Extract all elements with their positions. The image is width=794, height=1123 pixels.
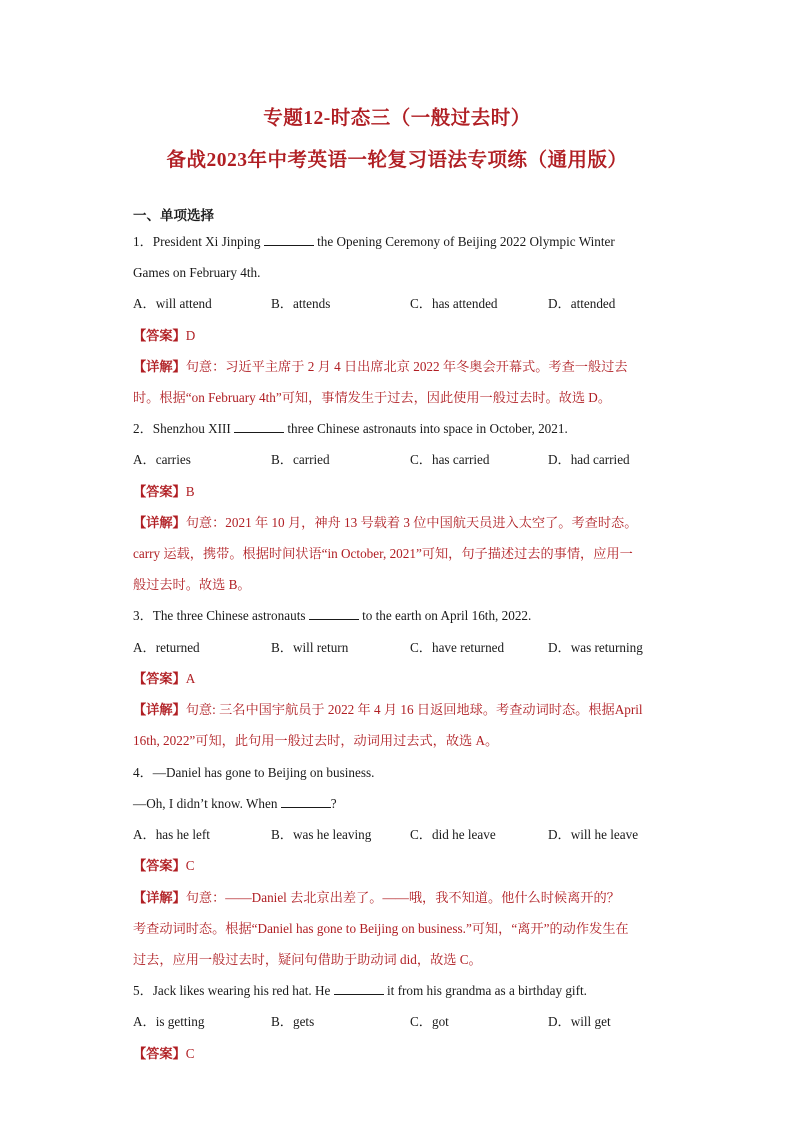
q3-stem-part-a: 3．The three Chinese astronauts <box>133 608 306 623</box>
option-b: B．was he leaving <box>271 827 372 842</box>
question-4-stem: 4．—Daniel has gone to Beijing on business. <box>133 765 375 780</box>
question-2-detail <box>133 514 673 532</box>
option-d: D．will get <box>548 1014 611 1029</box>
answer-tag: 【答案】 <box>133 858 186 873</box>
question-4-detail-cont: 考查动词时态。根据“Daniel has gone to Beijing on business.”可知，“离开”的动作发生在 <box>133 921 629 936</box>
question-4-detail-cont-2: 过去，应用一般过去时，疑问句借助于助动词 did，故选 C。 <box>133 952 482 967</box>
answer-tag: 【答案】 <box>133 671 186 686</box>
question-4-stem-cont <box>133 795 673 813</box>
option-c: C．has carried <box>410 452 490 467</box>
detail-text: 句意：——Daniel 去北京出差了。——哦，我不知道。他什么时候离开的？ <box>185 890 620 905</box>
answer-value: C <box>185 858 195 873</box>
question-1-stem-cont: Games on February 4th. <box>133 265 261 280</box>
option-d: D．was returning <box>548 640 643 655</box>
question-5-stem <box>133 982 673 1000</box>
question-1-detail-cont: 时。根据“on February 4th”可知，事情发生于过去，因此使用一般过去时。故选 D。 <box>133 390 612 405</box>
detail-tag: 【详解】 <box>133 359 186 374</box>
question-2-detail-cont: carry 运载，携带。根据时间状语“in October, 2021”可知，句子描述过去的事情，应用一 <box>133 546 633 561</box>
option-a: A．is getting <box>133 1014 205 1029</box>
q3-stem-part-b: to the earth on April 16th, 2022. <box>362 608 532 623</box>
option-c: C．have returned <box>410 640 505 655</box>
detail-tag: 【详解】 <box>133 702 186 717</box>
answer-blank <box>264 233 314 246</box>
option-c: C．got <box>410 1014 449 1029</box>
document-subtitle: 备战2023年中考英语一轮复习语法专项练（通用版） <box>166 150 628 171</box>
detail-tag: 【详解】 <box>133 515 186 530</box>
detail-text: 句意: 三名中国宇航员于 2022 年 4 月 16 日返回地球。考查动词时态。根据April <box>185 702 643 717</box>
option-d: D．had carried <box>548 452 630 467</box>
option-a: A．carries <box>133 452 191 467</box>
option-d: D．attended <box>548 296 616 311</box>
option-a: A．has he left <box>133 827 210 842</box>
option-c: C．did he leave <box>410 827 496 842</box>
option-a: A．will attend <box>133 296 212 311</box>
answer-blank <box>309 607 359 620</box>
q1-stem-part-a: 1．President Xi Jinping <box>133 234 261 249</box>
question-3-answer <box>133 670 673 688</box>
answer-tag: 【答案】 <box>133 1046 186 1061</box>
option-b: B．will return <box>271 640 349 655</box>
document-title: 专题12-时态三（一般过去时） <box>263 108 531 129</box>
answer-value: A <box>185 671 196 686</box>
question-5-answer <box>133 1045 673 1063</box>
question-4-answer <box>133 857 673 875</box>
question-2-detail-cont-2: 般过去时。故选 B。 <box>133 577 251 592</box>
question-2-stem <box>133 420 673 438</box>
detail-tag: 【详解】 <box>133 890 186 905</box>
option-d: D．will he leave <box>548 827 639 842</box>
option-b: B．carried <box>271 452 330 467</box>
question-2-answer <box>133 483 673 501</box>
answer-blank <box>234 420 284 433</box>
answer-value: C <box>185 1046 195 1061</box>
question-1-stem <box>133 233 673 251</box>
question-3-detail-cont: 16th, 2022”可知，此句用一般过去时，动词用过去式，故选 A。 <box>133 733 499 748</box>
answer-value: D <box>185 328 196 343</box>
option-b: B．attends <box>271 296 331 311</box>
q5-stem-part-a: 5．Jack likes wearing his red hat. He <box>133 983 331 998</box>
answer-tag: 【答案】 <box>133 484 186 499</box>
q2-stem-part-b: three Chinese astronauts into space in October, 2021. <box>287 421 568 436</box>
q5-stem-part-b: it from his grandma as a birthday gift. <box>386 983 587 998</box>
q1-stem-part-b: the Opening Ceremony of Beijing 2022 Olympic Winter <box>317 234 615 249</box>
question-1-detail <box>133 358 673 376</box>
answer-value: B <box>185 484 195 499</box>
q2-stem-part-a: 2．Shenzhou XIII <box>133 421 231 436</box>
q4-stem-part-b: ? <box>330 796 337 811</box>
question-4-detail <box>133 889 673 907</box>
detail-text: 句意：2021 年 10 月，神舟 13 号载着 3 位中国航天员进入太空了。考查时态。 <box>185 515 638 530</box>
question-3-stem <box>133 607 673 625</box>
question-1-answer <box>133 327 673 345</box>
q4-stem-part-a: —Oh, I didn’t know. When <box>133 796 278 811</box>
question-3-detail <box>133 701 673 719</box>
answer-blank <box>281 795 331 808</box>
answer-tag: 【答案】 <box>133 328 186 343</box>
option-c: C．has attended <box>410 296 498 311</box>
option-a: A．returned <box>133 640 200 655</box>
detail-text: 句意：习近平主席于 2 月 4 日出席北京 2022 年冬奥会开幕式。考查一般过去 <box>185 359 628 374</box>
option-b: B．gets <box>271 1014 315 1029</box>
answer-blank <box>334 982 384 995</box>
section-heading: 一、单项选择 <box>133 208 214 223</box>
